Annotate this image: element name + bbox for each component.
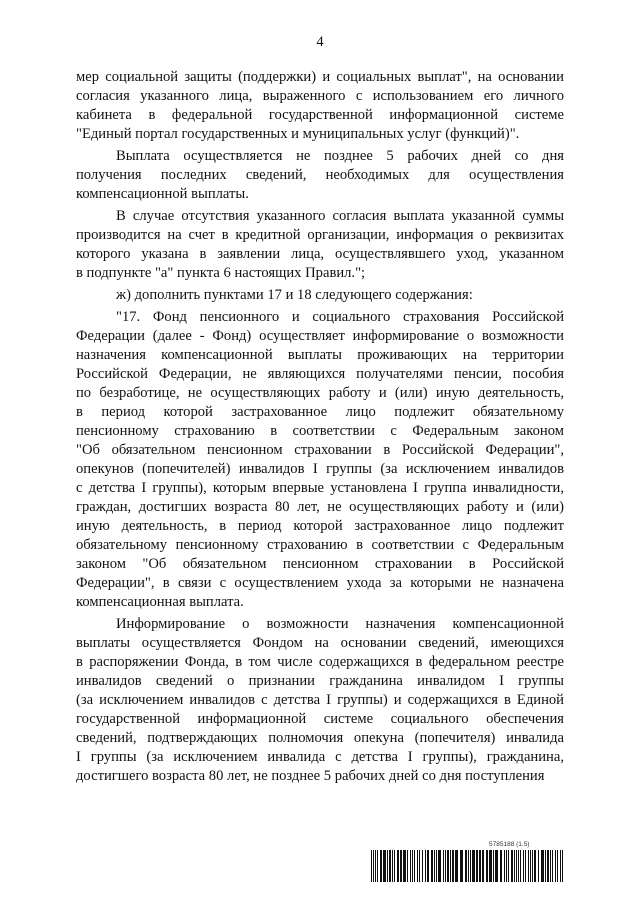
page-number: 4 xyxy=(316,34,324,50)
text-line: которого указана в заявлении лица, осуществлявшего уход, указанном xyxy=(76,246,564,262)
text-line: в подпункте "а" пункта 6 настоящих Правил."; xyxy=(76,265,366,281)
text-line: производится на счет в кредитной организации, информация о реквизитах xyxy=(76,227,564,243)
paragraph xyxy=(76,147,564,204)
text-line: "17. Фонд пенсионного и социального страхования Российской xyxy=(116,309,564,325)
text-line: пенсионному страхованию в соответствии с Федеральным законом xyxy=(76,423,564,439)
text-line: получения последних сведений, необходимых для осуществления xyxy=(76,167,564,183)
text-line: законом "Об обязательном пенсионном страховании в Российской xyxy=(76,556,564,572)
document-code: 5785188 (1.5) xyxy=(489,841,530,848)
text-line: в распоряжении Фонда, в том числе содержащихся в федеральном реестре xyxy=(76,654,564,670)
barcode-icon xyxy=(371,850,565,882)
text-line: В случае отсутствия указанного согласия выплата указанной суммы xyxy=(116,208,564,224)
text-line: "Об обязательном пенсионном страховании в Российской Федерации", xyxy=(76,442,564,458)
text-line: (за исключением инвалидов с детства I группы) и содержащихся в Единой xyxy=(76,692,564,708)
text-line: мер социальной защиты (поддержки) и социальных выплат", на основании xyxy=(76,69,564,85)
text-line: Выплата осуществляется не позднее 5 рабочих дней со дня xyxy=(116,148,564,164)
text-line: граждан, достигших возраста 80 лет, не осуществляющих работу и (или) xyxy=(76,499,564,515)
text-line: Российской Федерации, не являющихся получателями пенсии, пособия xyxy=(76,366,564,382)
text-line: выплаты осуществляется Фондом на основании сведений, имеющихся xyxy=(76,635,564,651)
text-line: "Единый портал государственных и муниципальных услуг (функций)". xyxy=(76,126,520,142)
text-line: иную деятельность, в период которой застрахованное лицо подлежит xyxy=(76,518,564,534)
text-line: достигшего возраста 80 лет, не позднее 5 рабочих дней со дня поступления xyxy=(76,768,545,784)
text-line: кабинета в федеральной государственной информационной системе xyxy=(76,107,564,123)
paragraph xyxy=(76,308,564,612)
text-line: в период которой застрахованное лицо подлежит обязательному xyxy=(76,404,564,420)
text-line: I группы (за исключением инвалида с детства I группы), гражданина, xyxy=(76,749,564,765)
text-line: инвалидов сведений о признании гражданина инвалидом I группы xyxy=(76,673,564,689)
document-body xyxy=(76,68,564,786)
text-line: Федерации (далее - Фонд) осуществляет информирование о возможности xyxy=(76,328,564,344)
text-line: компенсационная выплата. xyxy=(76,594,244,610)
text-line: назначения компенсационной выплаты проживающих на территории xyxy=(76,347,564,363)
document-stamp xyxy=(371,841,565,887)
text-line: ж) дополнить пунктами 17 и 18 следующего содержания: xyxy=(116,287,473,303)
text-line: обязательному пенсионному страхованию в соответствии с Федеральным xyxy=(76,537,564,553)
text-line: согласия указанного лица, выраженного с использованием его личного xyxy=(76,88,564,104)
paragraph xyxy=(76,68,564,144)
text-line: по безработице, не осуществляющих работу и (или) иную деятельность, xyxy=(76,385,564,401)
text-line: опекунов (попечителей) инвалидов I группы (за исключением инвалидов xyxy=(76,461,564,477)
text-line: с детства I группы), которым впервые установлена I группа инвалидности, xyxy=(76,480,564,496)
text-line: государственной информационной системе социального обеспечения xyxy=(76,711,564,727)
text-line: компенсационной выплаты. xyxy=(76,186,249,202)
text-line: Федерации", в связи с осуществлением ухода за которыми не назначена xyxy=(76,575,564,591)
text-line: сведений, подтверждающих полномочия опекуна (попечителя) инвалида xyxy=(76,730,564,746)
paragraph xyxy=(76,286,564,305)
paragraph xyxy=(76,207,564,283)
paragraph xyxy=(76,615,564,786)
text-line: Информирование о возможности назначения компенсационной xyxy=(116,616,564,632)
